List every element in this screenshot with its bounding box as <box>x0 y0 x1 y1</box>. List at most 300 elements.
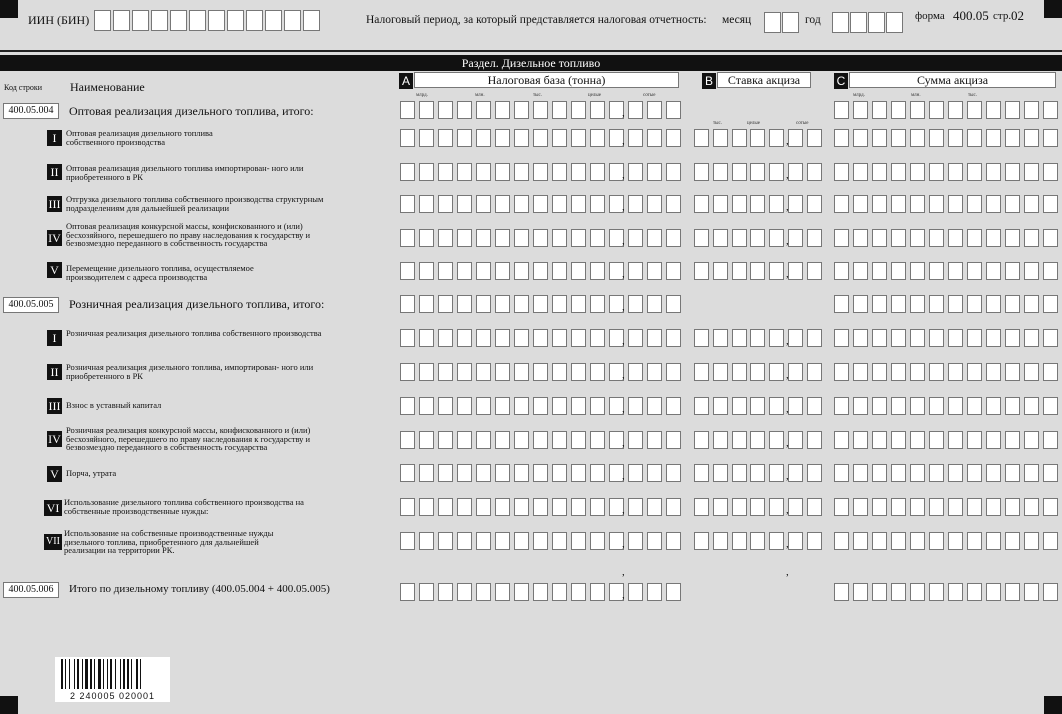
rate-row-12-cell[interactable] <box>694 532 709 550</box>
amount-row-2-cell[interactable] <box>1024 163 1039 181</box>
rate-row-1-cell[interactable] <box>713 129 728 147</box>
tax-base-row-005-cell[interactable] <box>647 295 662 313</box>
rate-row-5-cell[interactable] <box>807 262 822 280</box>
iin-cell[interactable] <box>303 10 320 31</box>
tax-base-row-9-cell[interactable] <box>495 431 510 449</box>
amount-row-8-cell[interactable] <box>1005 397 1020 415</box>
amount-row-2-cell[interactable] <box>891 163 906 181</box>
amount-row-6-cell[interactable] <box>1024 329 1039 347</box>
tax-base-row-12-cell[interactable] <box>438 532 453 550</box>
rate-row-1-cell[interactable] <box>769 129 784 147</box>
tax-base-row-5-cell[interactable] <box>514 262 529 280</box>
tax-base-row-2-cell[interactable] <box>438 163 453 181</box>
amount-row-8-cell[interactable] <box>929 397 944 415</box>
amount-row-005-cell[interactable] <box>910 295 925 313</box>
rate-row-5-cell[interactable] <box>769 262 784 280</box>
tax-base-row-6-cell[interactable] <box>495 329 510 347</box>
rate-row-6-cell[interactable] <box>807 329 822 347</box>
amount-row-4-cell[interactable] <box>891 229 906 247</box>
tax-base-row-10-cell[interactable] <box>457 464 472 482</box>
amount-row-6-cell[interactable] <box>967 329 982 347</box>
tax-base-row-005-cell[interactable] <box>419 295 434 313</box>
amount-row-2-cell[interactable] <box>853 163 868 181</box>
tax-base-row-0-cell[interactable] <box>590 101 605 119</box>
amount-row-006-cell[interactable] <box>834 583 849 601</box>
rate-row-5-cell[interactable] <box>788 262 803 280</box>
amount-row-7-cell[interactable] <box>1024 363 1039 381</box>
rate-row-4-cell[interactable] <box>694 229 709 247</box>
tax-base-row-005-cell[interactable] <box>590 295 605 313</box>
tax-base-row-4-cell[interactable] <box>514 229 529 247</box>
rate-row-11-cell[interactable] <box>732 498 747 516</box>
amount-row-11-cell[interactable] <box>910 498 925 516</box>
tax-base-row-1-cell[interactable] <box>666 129 681 147</box>
tax-base-row-1-cell[interactable] <box>438 129 453 147</box>
tax-base-row-005-cell[interactable] <box>495 295 510 313</box>
tax-base-row-7-cell[interactable] <box>514 363 529 381</box>
amount-row-7-cell[interactable] <box>872 363 887 381</box>
amount-row-006-cell[interactable] <box>1024 583 1039 601</box>
amount-row-12-cell[interactable] <box>1005 532 1020 550</box>
tax-base-row-9-cell[interactable] <box>571 431 586 449</box>
amount-row-12-cell[interactable] <box>853 532 868 550</box>
tax-base-row-6-cell[interactable] <box>514 329 529 347</box>
amount-row-6-cell[interactable] <box>929 329 944 347</box>
tax-base-row-005-cell[interactable] <box>666 295 681 313</box>
tax-base-row-8-cell[interactable] <box>514 397 529 415</box>
rate-row-4-cell[interactable] <box>769 229 784 247</box>
amount-row-005-cell[interactable] <box>853 295 868 313</box>
tax-base-row-10-cell[interactable] <box>628 464 643 482</box>
amount-row-005-cell[interactable] <box>967 295 982 313</box>
tax-base-row-2-cell[interactable] <box>419 163 434 181</box>
amount-row-12-cell[interactable] <box>834 532 849 550</box>
tax-base-row-0-cell[interactable] <box>457 101 472 119</box>
iin-cell[interactable] <box>246 10 263 31</box>
amount-row-6-cell[interactable] <box>910 329 925 347</box>
amount-row-2-cell[interactable] <box>910 163 925 181</box>
tax-base-row-9-cell[interactable] <box>438 431 453 449</box>
tax-base-row-8-cell[interactable] <box>495 397 510 415</box>
rate-row-10-cell[interactable] <box>694 464 709 482</box>
tax-base-row-0-cell[interactable] <box>647 101 662 119</box>
tax-base-row-6-cell[interactable] <box>552 329 567 347</box>
tax-base-row-005-cell[interactable] <box>628 295 643 313</box>
amount-row-9-cell[interactable] <box>910 431 925 449</box>
year-cell[interactable] <box>886 12 903 33</box>
rate-row-5-cell[interactable] <box>750 262 765 280</box>
rate-row-2-cell[interactable] <box>694 163 709 181</box>
tax-base-row-11-cell[interactable] <box>628 498 643 516</box>
amount-row-005-cell[interactable] <box>1024 295 1039 313</box>
tax-base-row-3-cell[interactable] <box>514 195 529 213</box>
amount-row-0-cell[interactable] <box>1024 101 1039 119</box>
tax-base-row-1-cell[interactable] <box>533 129 548 147</box>
tax-base-row-2-cell[interactable] <box>400 163 415 181</box>
amount-row-0-cell[interactable] <box>986 101 1001 119</box>
iin-cell[interactable] <box>227 10 244 31</box>
rate-row-5-cell[interactable] <box>694 262 709 280</box>
tax-base-row-2-cell[interactable] <box>457 163 472 181</box>
tax-base-row-9-cell[interactable] <box>590 431 605 449</box>
tax-base-row-10-cell[interactable] <box>590 464 605 482</box>
tax-base-row-8-cell[interactable] <box>628 397 643 415</box>
rate-row-1-cell[interactable] <box>694 129 709 147</box>
tax-base-row-5-cell[interactable] <box>400 262 415 280</box>
tax-base-row-7-cell[interactable] <box>457 363 472 381</box>
tax-base-row-006-cell[interactable] <box>400 583 415 601</box>
amount-row-1-cell[interactable] <box>967 129 982 147</box>
amount-row-9-cell[interactable] <box>986 431 1001 449</box>
amount-row-006-cell[interactable] <box>891 583 906 601</box>
amount-row-4-cell[interactable] <box>1024 229 1039 247</box>
tax-base-row-9-cell[interactable] <box>533 431 548 449</box>
rate-row-3-cell[interactable] <box>750 195 765 213</box>
amount-row-2-cell[interactable] <box>834 163 849 181</box>
tax-base-row-12-cell[interactable] <box>533 532 548 550</box>
rate-row-4-cell[interactable] <box>732 229 747 247</box>
amount-row-9-cell[interactable] <box>853 431 868 449</box>
amount-row-7-cell[interactable] <box>1043 363 1058 381</box>
amount-row-3-cell[interactable] <box>948 195 963 213</box>
rate-row-3-cell[interactable] <box>769 195 784 213</box>
amount-row-2-cell[interactable] <box>967 163 982 181</box>
tax-base-row-9-cell[interactable] <box>419 431 434 449</box>
amount-row-2-cell[interactable] <box>1043 163 1058 181</box>
tax-base-row-7-cell[interactable] <box>533 363 548 381</box>
amount-row-3-cell[interactable] <box>1043 195 1058 213</box>
tax-base-row-12-cell[interactable] <box>647 532 662 550</box>
iin-cell[interactable] <box>151 10 168 31</box>
amount-row-005-cell[interactable] <box>929 295 944 313</box>
tax-base-row-10-cell[interactable] <box>533 464 548 482</box>
amount-row-9-cell[interactable] <box>929 431 944 449</box>
amount-row-006-cell[interactable] <box>1005 583 1020 601</box>
tax-base-row-0-cell[interactable] <box>476 101 491 119</box>
tax-base-row-6-cell[interactable] <box>400 329 415 347</box>
amount-row-006-cell[interactable] <box>853 583 868 601</box>
amount-row-006-cell[interactable] <box>948 583 963 601</box>
amount-row-6-cell[interactable] <box>834 329 849 347</box>
rate-row-10-cell[interactable] <box>788 464 803 482</box>
tax-base-row-5-cell[interactable] <box>438 262 453 280</box>
tax-base-row-3-cell[interactable] <box>438 195 453 213</box>
amount-row-4-cell[interactable] <box>967 229 982 247</box>
tax-base-row-7-cell[interactable] <box>476 363 491 381</box>
tax-base-row-4-cell[interactable] <box>533 229 548 247</box>
rate-row-4-cell[interactable] <box>807 229 822 247</box>
amount-row-0-cell[interactable] <box>948 101 963 119</box>
tax-base-row-10-cell[interactable] <box>666 464 681 482</box>
rate-row-1-cell[interactable] <box>807 129 822 147</box>
tax-base-row-12-cell[interactable] <box>571 532 586 550</box>
rate-row-12-cell[interactable] <box>769 532 784 550</box>
tax-base-row-006-cell[interactable] <box>495 583 510 601</box>
rate-row-2-cell[interactable] <box>732 163 747 181</box>
tax-base-row-10-cell[interactable] <box>514 464 529 482</box>
amount-row-9-cell[interactable] <box>872 431 887 449</box>
rate-row-12-cell[interactable] <box>732 532 747 550</box>
rate-row-7-cell[interactable] <box>713 363 728 381</box>
amount-row-005-cell[interactable] <box>891 295 906 313</box>
rate-row-8-cell[interactable] <box>807 397 822 415</box>
rate-row-8-cell[interactable] <box>769 397 784 415</box>
amount-row-6-cell[interactable] <box>853 329 868 347</box>
tax-base-row-3-cell[interactable] <box>533 195 548 213</box>
rate-row-9-cell[interactable] <box>713 431 728 449</box>
amount-row-11-cell[interactable] <box>853 498 868 516</box>
amount-row-1-cell[interactable] <box>834 129 849 147</box>
tax-base-row-9-cell[interactable] <box>666 431 681 449</box>
rate-row-7-cell[interactable] <box>750 363 765 381</box>
rate-row-3-cell[interactable] <box>788 195 803 213</box>
tax-base-row-5-cell[interactable] <box>628 262 643 280</box>
amount-row-8-cell[interactable] <box>967 397 982 415</box>
tax-base-row-9-cell[interactable] <box>400 431 415 449</box>
amount-row-8-cell[interactable] <box>1024 397 1039 415</box>
tax-base-row-7-cell[interactable] <box>647 363 662 381</box>
tax-base-row-006-cell[interactable] <box>533 583 548 601</box>
tax-base-row-005-cell[interactable] <box>438 295 453 313</box>
tax-base-row-2-cell[interactable] <box>476 163 491 181</box>
amount-row-0-cell[interactable] <box>853 101 868 119</box>
amount-row-005-cell[interactable] <box>948 295 963 313</box>
amount-row-2-cell[interactable] <box>872 163 887 181</box>
tax-base-row-5-cell[interactable] <box>647 262 662 280</box>
amount-row-3-cell[interactable] <box>986 195 1001 213</box>
tax-base-row-1-cell[interactable] <box>590 129 605 147</box>
rate-row-3-cell[interactable] <box>713 195 728 213</box>
rate-row-8-cell[interactable] <box>732 397 747 415</box>
amount-row-3-cell[interactable] <box>929 195 944 213</box>
tax-base-row-5-cell[interactable] <box>533 262 548 280</box>
iin-cell[interactable] <box>113 10 130 31</box>
amount-row-4-cell[interactable] <box>1005 229 1020 247</box>
tax-base-row-11-cell[interactable] <box>514 498 529 516</box>
amount-row-1-cell[interactable] <box>929 129 944 147</box>
rate-row-7-cell[interactable] <box>769 363 784 381</box>
rate-row-9-cell[interactable] <box>807 431 822 449</box>
rate-row-1-cell[interactable] <box>788 129 803 147</box>
tax-base-row-0-cell[interactable] <box>552 101 567 119</box>
amount-row-5-cell[interactable] <box>929 262 944 280</box>
tax-base-row-4-cell[interactable] <box>438 229 453 247</box>
rate-row-11-cell[interactable] <box>807 498 822 516</box>
tax-base-row-005-cell[interactable] <box>400 295 415 313</box>
amount-row-5-cell[interactable] <box>967 262 982 280</box>
amount-row-6-cell[interactable] <box>948 329 963 347</box>
tax-base-row-2-cell[interactable] <box>495 163 510 181</box>
rate-row-8-cell[interactable] <box>713 397 728 415</box>
tax-base-row-2-cell[interactable] <box>514 163 529 181</box>
amount-row-9-cell[interactable] <box>834 431 849 449</box>
amount-row-006-cell[interactable] <box>986 583 1001 601</box>
tax-base-row-0-cell[interactable] <box>400 101 415 119</box>
tax-base-row-6-cell[interactable] <box>438 329 453 347</box>
amount-row-9-cell[interactable] <box>1024 431 1039 449</box>
tax-base-row-5-cell[interactable] <box>476 262 491 280</box>
tax-base-row-1-cell[interactable] <box>647 129 662 147</box>
tax-base-row-12-cell[interactable] <box>628 532 643 550</box>
tax-base-row-1-cell[interactable] <box>514 129 529 147</box>
tax-base-row-11-cell[interactable] <box>438 498 453 516</box>
rate-row-11-cell[interactable] <box>750 498 765 516</box>
amount-row-5-cell[interactable] <box>1005 262 1020 280</box>
amount-row-0-cell[interactable] <box>929 101 944 119</box>
tax-base-row-6-cell[interactable] <box>419 329 434 347</box>
tax-base-row-8-cell[interactable] <box>647 397 662 415</box>
tax-base-row-006-cell[interactable] <box>666 583 681 601</box>
rate-row-6-cell[interactable] <box>732 329 747 347</box>
amount-row-4-cell[interactable] <box>1043 229 1058 247</box>
amount-row-12-cell[interactable] <box>967 532 982 550</box>
amount-row-1-cell[interactable] <box>986 129 1001 147</box>
tax-base-row-10-cell[interactable] <box>400 464 415 482</box>
amount-row-10-cell[interactable] <box>986 464 1001 482</box>
tax-base-row-12-cell[interactable] <box>552 532 567 550</box>
tax-base-row-006-cell[interactable] <box>647 583 662 601</box>
amount-row-0-cell[interactable] <box>967 101 982 119</box>
amount-row-5-cell[interactable] <box>1043 262 1058 280</box>
tax-base-row-11-cell[interactable] <box>400 498 415 516</box>
amount-row-11-cell[interactable] <box>967 498 982 516</box>
amount-row-2-cell[interactable] <box>929 163 944 181</box>
rate-row-4-cell[interactable] <box>713 229 728 247</box>
tax-base-row-11-cell[interactable] <box>419 498 434 516</box>
rate-row-4-cell[interactable] <box>788 229 803 247</box>
amount-row-3-cell[interactable] <box>1024 195 1039 213</box>
amount-row-1-cell[interactable] <box>1043 129 1058 147</box>
amount-row-12-cell[interactable] <box>948 532 963 550</box>
rate-row-7-cell[interactable] <box>807 363 822 381</box>
tax-base-row-11-cell[interactable] <box>666 498 681 516</box>
amount-row-5-cell[interactable] <box>986 262 1001 280</box>
rate-row-8-cell[interactable] <box>750 397 765 415</box>
amount-row-5-cell[interactable] <box>891 262 906 280</box>
tax-base-row-2-cell[interactable] <box>590 163 605 181</box>
tax-base-row-0-cell[interactable] <box>438 101 453 119</box>
amount-row-3-cell[interactable] <box>910 195 925 213</box>
amount-row-4-cell[interactable] <box>986 229 1001 247</box>
rate-row-10-cell[interactable] <box>750 464 765 482</box>
amount-row-7-cell[interactable] <box>1005 363 1020 381</box>
rate-row-7-cell[interactable] <box>732 363 747 381</box>
amount-row-4-cell[interactable] <box>834 229 849 247</box>
iin-cell[interactable] <box>208 10 225 31</box>
tax-base-row-3-cell[interactable] <box>457 195 472 213</box>
amount-row-8-cell[interactable] <box>910 397 925 415</box>
tax-base-row-006-cell[interactable] <box>590 583 605 601</box>
rate-row-6-cell[interactable] <box>769 329 784 347</box>
tax-base-row-2-cell[interactable] <box>647 163 662 181</box>
tax-base-row-2-cell[interactable] <box>533 163 548 181</box>
rate-row-1-cell[interactable] <box>732 129 747 147</box>
rate-row-3-cell[interactable] <box>732 195 747 213</box>
tax-base-row-12-cell[interactable] <box>400 532 415 550</box>
tax-base-row-12-cell[interactable] <box>495 532 510 550</box>
rate-row-12-cell[interactable] <box>750 532 765 550</box>
rate-row-7-cell[interactable] <box>788 363 803 381</box>
year-cell[interactable] <box>850 12 867 33</box>
amount-row-006-cell[interactable] <box>929 583 944 601</box>
rate-row-2-cell[interactable] <box>713 163 728 181</box>
tax-base-row-10-cell[interactable] <box>438 464 453 482</box>
rate-row-6-cell[interactable] <box>750 329 765 347</box>
tax-base-row-12-cell[interactable] <box>514 532 529 550</box>
tax-base-row-006-cell[interactable] <box>571 583 586 601</box>
rate-row-9-cell[interactable] <box>788 431 803 449</box>
rate-row-12-cell[interactable] <box>713 532 728 550</box>
tax-base-row-8-cell[interactable] <box>533 397 548 415</box>
amount-row-9-cell[interactable] <box>1043 431 1058 449</box>
rate-row-4-cell[interactable] <box>750 229 765 247</box>
tax-base-row-10-cell[interactable] <box>495 464 510 482</box>
amount-row-1-cell[interactable] <box>910 129 925 147</box>
tax-base-row-4-cell[interactable] <box>457 229 472 247</box>
amount-row-12-cell[interactable] <box>986 532 1001 550</box>
tax-base-row-7-cell[interactable] <box>495 363 510 381</box>
tax-base-row-3-cell[interactable] <box>476 195 491 213</box>
rate-row-8-cell[interactable] <box>694 397 709 415</box>
amount-row-8-cell[interactable] <box>853 397 868 415</box>
tax-base-row-7-cell[interactable] <box>590 363 605 381</box>
amount-row-12-cell[interactable] <box>872 532 887 550</box>
rate-row-10-cell[interactable] <box>713 464 728 482</box>
tax-base-row-6-cell[interactable] <box>457 329 472 347</box>
tax-base-row-5-cell[interactable] <box>571 262 586 280</box>
rate-row-5-cell[interactable] <box>732 262 747 280</box>
amount-row-9-cell[interactable] <box>891 431 906 449</box>
rate-row-11-cell[interactable] <box>769 498 784 516</box>
amount-row-7-cell[interactable] <box>853 363 868 381</box>
amount-row-11-cell[interactable] <box>891 498 906 516</box>
amount-row-7-cell[interactable] <box>929 363 944 381</box>
amount-row-0-cell[interactable] <box>1043 101 1058 119</box>
amount-row-4-cell[interactable] <box>853 229 868 247</box>
amount-row-5-cell[interactable] <box>834 262 849 280</box>
tax-base-row-9-cell[interactable] <box>514 431 529 449</box>
tax-base-row-5-cell[interactable] <box>666 262 681 280</box>
tax-base-row-11-cell[interactable] <box>571 498 586 516</box>
tax-base-row-2-cell[interactable] <box>628 163 643 181</box>
tax-base-row-9-cell[interactable] <box>647 431 662 449</box>
tax-base-row-10-cell[interactable] <box>419 464 434 482</box>
tax-base-row-1-cell[interactable] <box>571 129 586 147</box>
amount-row-9-cell[interactable] <box>948 431 963 449</box>
amount-row-7-cell[interactable] <box>910 363 925 381</box>
amount-row-6-cell[interactable] <box>872 329 887 347</box>
tax-base-row-1-cell[interactable] <box>400 129 415 147</box>
amount-row-0-cell[interactable] <box>910 101 925 119</box>
rate-row-7-cell[interactable] <box>694 363 709 381</box>
amount-row-6-cell[interactable] <box>1005 329 1020 347</box>
amount-row-6-cell[interactable] <box>891 329 906 347</box>
tax-base-row-7-cell[interactable] <box>666 363 681 381</box>
tax-base-row-8-cell[interactable] <box>438 397 453 415</box>
tax-base-row-6-cell[interactable] <box>666 329 681 347</box>
amount-row-0-cell[interactable] <box>891 101 906 119</box>
rate-row-1-cell[interactable] <box>750 129 765 147</box>
tax-base-row-0-cell[interactable] <box>495 101 510 119</box>
amount-row-12-cell[interactable] <box>929 532 944 550</box>
rate-row-3-cell[interactable] <box>694 195 709 213</box>
amount-row-10-cell[interactable] <box>1043 464 1058 482</box>
amount-row-3-cell[interactable] <box>872 195 887 213</box>
amount-row-11-cell[interactable] <box>986 498 1001 516</box>
amount-row-9-cell[interactable] <box>967 431 982 449</box>
rate-row-9-cell[interactable] <box>769 431 784 449</box>
amount-row-5-cell[interactable] <box>948 262 963 280</box>
